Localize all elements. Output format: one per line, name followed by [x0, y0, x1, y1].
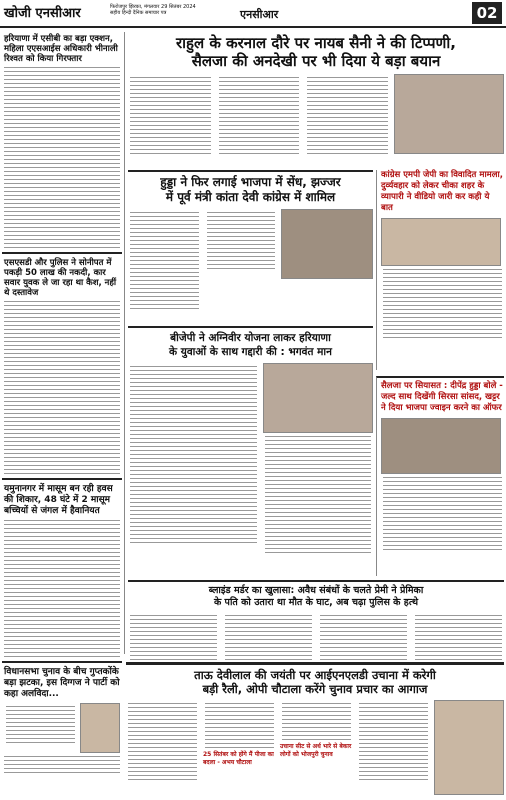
hooda-headline-line2: में पूर्व मंत्री कांता देवी कांग्रेस में शामिल [165, 190, 336, 204]
congress-photo [381, 218, 501, 266]
bottom-headline-line1: ताऊ देवीलाल की जयंती पर आईएनएलडी उचाना में करेगी [194, 668, 436, 682]
congress-box [376, 170, 504, 370]
lead-photo [394, 74, 504, 154]
left-story4-body-more [2, 756, 122, 773]
selja-box-headline: सैलजा पर सियासत : दीपेंद्र हुड्डा बोले - जल्द साथ दिखेंगी सिरसा सांसद, खट्टर ने दिया भाजपा ज्वाइन करने का ऑफर [381, 381, 503, 413]
lead-headline-line2: सैलजा की अनदेखी पर भी दिया ये बड़ा बयान [191, 52, 441, 70]
bottom-body-col2 [203, 703, 276, 748]
lead-story [128, 34, 504, 166]
inline-quote-2: उचाना सीट से अर्ध भारे से बेकार लोगों को भोजपुरी चुनाव [280, 743, 352, 758]
lead-body-col3 [305, 74, 390, 154]
section-label: एनसीआर [240, 8, 279, 21]
congress-box-headline: कांग्रेस एमपी जेपी का विवादित मामला, दुर्व्यवहार को लेकर चीका शहर के व्यापारी ने वीडियो जारी कर कही ये बात [381, 170, 503, 213]
selja-photo [381, 418, 501, 474]
bottom-body-col3 [280, 703, 353, 740]
murder-body [128, 612, 219, 660]
bottom-headline-line2: बड़ी रैली, ओपी चौटाला करेंगे चुनाव प्रचार का आगाज [202, 682, 428, 696]
masthead-meta [110, 4, 260, 16]
left-story3-headline: यमुनानगर में मासूम बन रही हवस की शिकार, 48 घंटे में 2 मासूम बच्चियों से जंगल में हैवानियत [4, 484, 113, 516]
brand-name: खोजी एनसीआर [4, 6, 81, 21]
lead-headline-line1: राहुल के करनाल दौरे पर नायब सैनी ने की टिप्पणी, [176, 34, 456, 52]
bjp-headline-line1: बीजेपी ने अग्निवीर योजना लाकर हरियाणा [170, 332, 331, 344]
chautala-photo [434, 700, 504, 795]
left-story1-body [2, 67, 122, 248]
person-photo [80, 703, 120, 753]
bjp-body-col2 [263, 436, 373, 553]
bjp-headline-line2: के युवाओं के साथ गद्दारी की : भगवंत मान [169, 346, 332, 358]
left-story4-headline: विधानसभा चुनाव के बीच गुप्तकोंके बड़ा झटका, इस दिग्गज ने पार्टी को कहा अलविदा... [4, 667, 120, 699]
divider [2, 661, 122, 663]
hooda-story [128, 170, 373, 322]
congress-body [381, 269, 504, 338]
bjp-photo [263, 363, 373, 433]
hooda-body-col2 [205, 209, 278, 309]
lead-body [128, 74, 213, 154]
bjp-story [128, 326, 373, 576]
inline-quote-1: 25 सितंबर को होंगे मैं पीजा का बदला - अभय चौटाला [203, 751, 274, 766]
selja-box [376, 376, 504, 576]
murder-body-col4 [413, 612, 504, 660]
selja-body [381, 477, 504, 550]
masthead-date: फिरोजपुर झिरका, मंगलवार 29 सितंबर 2024 [110, 4, 196, 10]
hooda-photo [281, 209, 373, 279]
divider [2, 478, 122, 480]
column-divider [124, 32, 125, 654]
left-column [2, 32, 122, 798]
hooda-headline-line1: हुड्डा ने फिर लगाई भाजपा में सेंध, झज्जर [160, 175, 341, 189]
murder-body-col2 [223, 612, 314, 660]
left-story2-headline: एसएसडी और पुलिस ने सोनीपत में पकड़ी 50 लाख की नकदी, कार सवार युवक ले जा रहा था कैश, नहीं थे दस्तावेज [4, 258, 117, 298]
page-number: 02 [472, 2, 502, 24]
masthead-tagline: सहीय हिन्दी दैनिक समाचार पत्र [110, 10, 167, 16]
murder-headline-line2: के पति को उतारा था मौत के घाट, अब चढ़ा पुलिस के हत्थे [213, 597, 419, 608]
bottom-body [126, 700, 199, 795]
hooda-body [128, 209, 201, 309]
bottom-body-col4 [357, 700, 430, 795]
murder-body-col3 [318, 612, 409, 660]
blind-murder-story [128, 580, 504, 660]
left-story1-headline: हरियाणा में एसीबी का बड़ा एक्शन, महिला एएसआईस अधिकारी भीनाली रिश्वत को किया गिरफ्तार [4, 34, 118, 64]
divider [2, 252, 122, 254]
bottom-story [126, 662, 504, 798]
left-story4-body [4, 703, 77, 753]
murder-headline-line1: ब्लाइंड मर्डर का खुलासा: अवैध संबंधों के चलते प्रेमी ने प्रेमिका [208, 585, 424, 596]
bjp-body [128, 363, 259, 553]
left-story3-body [2, 520, 122, 657]
masthead [0, 0, 506, 28]
left-story2-body [2, 301, 122, 474]
lead-body-col2 [217, 74, 302, 154]
